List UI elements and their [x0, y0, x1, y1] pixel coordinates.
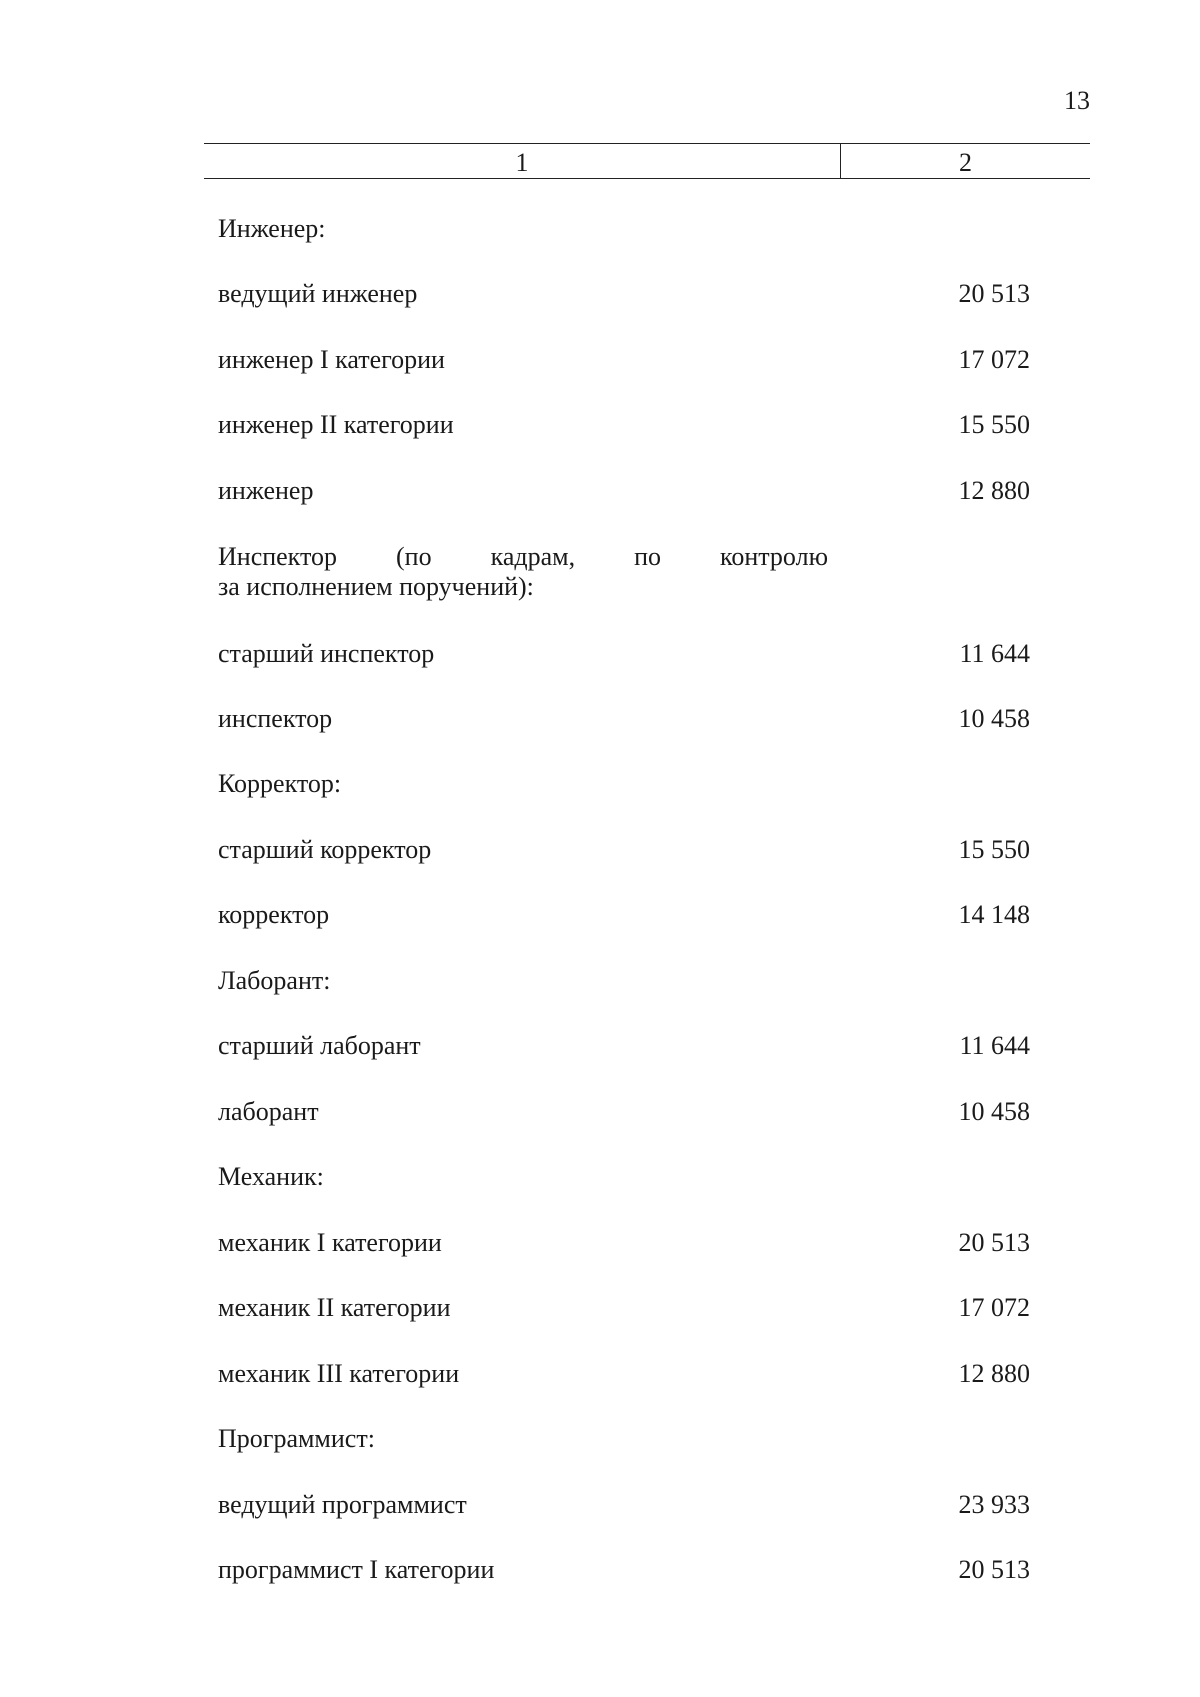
salary-value: 23 933 — [958, 1490, 1030, 1519]
position-group-heading: Механик: — [218, 1162, 324, 1191]
salary-value: 10 458 — [958, 704, 1030, 733]
salary-value: 20 513 — [958, 1228, 1030, 1257]
salary-value: 20 513 — [958, 279, 1030, 308]
position-label: старший инспектор — [218, 639, 435, 668]
position-label: инспектор — [218, 704, 333, 733]
salary-value: 12 880 — [958, 476, 1030, 505]
position-label: инженер II категории — [218, 410, 454, 439]
position-label: лаборант — [218, 1097, 319, 1126]
salary-value: 20 513 — [958, 1555, 1030, 1584]
position-group-heading — [218, 542, 828, 602]
salary-value: 11 644 — [959, 1031, 1030, 1060]
table-row — [218, 542, 1008, 606]
position-label: инженер I категории — [218, 345, 445, 374]
salary-value: 17 072 — [958, 1293, 1030, 1322]
position-group-heading: Программист: — [218, 1424, 375, 1453]
salary-value: 17 072 — [958, 345, 1030, 374]
position-label: инженер — [218, 476, 314, 505]
position-label: ведущий инженер — [218, 279, 418, 308]
position-label: корректор — [218, 900, 330, 929]
salary-value: 14 148 — [958, 900, 1030, 929]
salary-value: 11 644 — [959, 639, 1030, 668]
page-number: 13 — [1064, 86, 1090, 115]
column-header-2: 2 — [959, 148, 972, 177]
position-label: механик III категории — [218, 1359, 460, 1388]
position-group-heading-line-1: Инспектор (по кадрам, по контролю — [218, 542, 828, 571]
salary-value: 15 550 — [958, 410, 1030, 439]
table-header-top-rule — [204, 143, 1090, 144]
salary-value: 12 880 — [958, 1359, 1030, 1388]
position-group-heading: Корректор: — [218, 769, 342, 798]
position-group-heading-line-2: за исполнением поручений): — [218, 572, 534, 601]
salary-value: 15 550 — [958, 835, 1030, 864]
position-label: механик I категории — [218, 1228, 442, 1257]
table-header-bottom-rule — [204, 178, 1090, 179]
position-group-heading: Лаборант: — [218, 966, 331, 995]
position-group-heading: Инженер: — [218, 214, 326, 243]
salary-value: 10 458 — [958, 1097, 1030, 1126]
position-label: старший лаборант — [218, 1031, 421, 1060]
column-header-1: 1 — [515, 148, 529, 177]
position-label: механик II категории — [218, 1293, 451, 1322]
position-label: программист I категории — [218, 1555, 495, 1584]
position-label: старший корректор — [218, 835, 432, 864]
table-header — [204, 143, 1090, 179]
position-label: ведущий программист — [218, 1490, 467, 1519]
